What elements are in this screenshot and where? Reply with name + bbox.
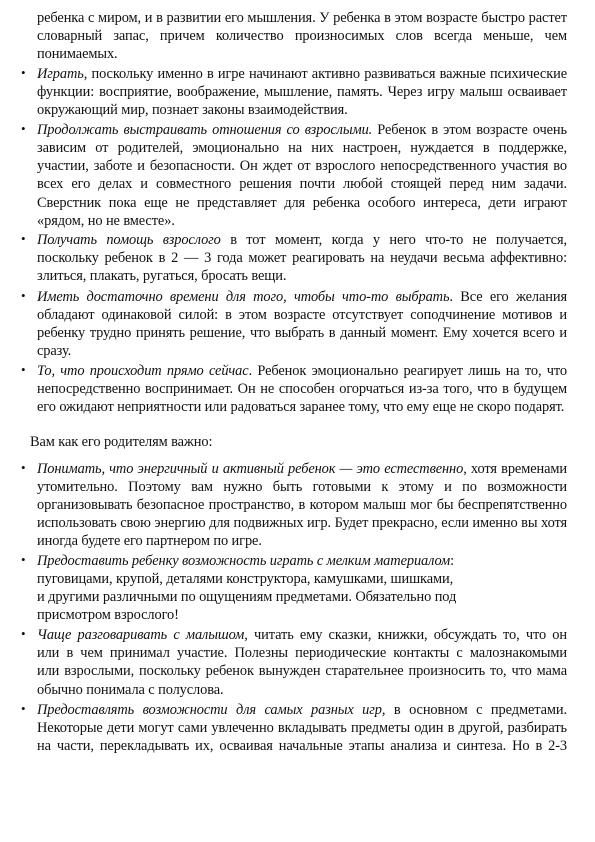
text-line xyxy=(37,363,567,379)
text-line xyxy=(37,589,456,605)
text-line xyxy=(37,343,71,359)
text-line xyxy=(37,515,567,531)
emphasis-text: Предоставить ребенку возможность играть с мелким материалом xyxy=(37,553,451,569)
text-line xyxy=(37,102,348,118)
body-text: его ожидают неприятности или радоваться заранее тому, что ему еще не скоро подарят. xyxy=(37,399,565,415)
text-line xyxy=(37,627,567,643)
body-text: обладают одинаковой силой: в этом возрасте отсутствует соподчинение мотивов и xyxy=(37,307,567,323)
body-text: , хотя временами xyxy=(463,461,567,477)
body-text: участии, заботе и безопасности. Он ждет от взрослого непосредственного участия во xyxy=(37,158,567,174)
body-text: ребенку трудно принять решение, что выбрать в данный момент. Ему хочется всего и xyxy=(37,325,567,341)
body-text: или взрослыми, поскольку ребенок вынужден старательнее произносить то, что мама xyxy=(37,663,567,679)
text-line xyxy=(37,289,567,305)
body-text: окружающий мир, познает законы взаимодействия. xyxy=(37,102,348,118)
body-text: Ребенок в этом возрасте очень xyxy=(372,122,567,138)
body-text: читать ему сказки, книжки, обсуждать то, что он xyxy=(254,627,567,643)
emphasis-text: Понимать, что энергичный и активный ребенок — это естественно xyxy=(37,461,464,477)
text-line xyxy=(37,140,567,156)
body-text: организовывать безопасное пространство, в котором малыш мог бы беспрепятственно xyxy=(37,497,567,513)
body-text: или в чем принимал участие. Полезны периодические контакты с малознакомыми xyxy=(37,645,567,661)
text-line xyxy=(37,325,567,341)
body-text: : xyxy=(450,553,455,569)
body-text: иногда будете его партнером по игре. xyxy=(37,533,262,549)
body-text: на части, перекладывать их, осваивая начальные этапы анализа и синтеза. Но в 2-3 xyxy=(37,738,567,754)
text-line xyxy=(37,158,567,174)
text-line xyxy=(37,663,567,679)
bullet-icon: • xyxy=(21,552,26,567)
text-line xyxy=(37,571,453,587)
bullet-icon: • xyxy=(21,231,26,246)
text-line xyxy=(37,176,567,192)
emphasis-text: Иметь достаточно времени для того, чтобы что-то выбрать xyxy=(37,289,450,305)
bullet-icon: • xyxy=(21,626,26,641)
text-line xyxy=(37,682,224,698)
text-line xyxy=(37,46,118,62)
emphasis-text: Продолжать выстраивать отношения со взрослыми. xyxy=(37,122,373,138)
text-line xyxy=(37,250,567,266)
body-text: сразу. xyxy=(37,343,72,359)
text-line xyxy=(30,434,212,450)
text-line xyxy=(37,399,564,415)
text-line xyxy=(37,720,567,736)
text-line xyxy=(37,381,567,397)
body-text: Сверстник пока еще не представляет для ребенка особого интереса, дети играют xyxy=(37,195,567,211)
body-text: поскольку именно в игре начинают активно развиваться важные психические xyxy=(87,66,567,82)
bullet-icon: • xyxy=(21,701,26,716)
body-text: и другими различными по ощущениям предметами. Обязательно под xyxy=(37,589,457,605)
text-line xyxy=(37,232,567,248)
text-line xyxy=(37,479,567,495)
body-text: словарный запас, причем количество произносимых слов всегда меньше, чем xyxy=(37,28,567,44)
emphasis-text: Получать помощь взрослого xyxy=(37,232,221,248)
bullet-icon: • xyxy=(21,460,26,475)
bullet-icon: • xyxy=(21,121,26,136)
body-text: Вам как его родителям важно: xyxy=(30,434,213,450)
text-line xyxy=(37,28,567,44)
body-text: , в основном с предметами. xyxy=(381,702,567,718)
text-line xyxy=(37,645,567,661)
bullet-icon: • xyxy=(21,362,26,377)
emphasis-text: То, что происходит прямо сейчас xyxy=(37,363,249,379)
text-line xyxy=(37,533,262,549)
body-text: утомительно. Поэтому вам нужно быть готовыми к этому и по возможности xyxy=(37,479,567,495)
body-text: присмотром взрослого! xyxy=(37,607,179,623)
emphasis-text: Играть, xyxy=(37,66,88,82)
text-line xyxy=(37,66,567,82)
text-line xyxy=(37,195,567,211)
body-text: зависим от родителей, эмоционально на них настроен, нуждается в поддержке, xyxy=(37,140,567,156)
text-line xyxy=(37,702,567,718)
text-line xyxy=(37,307,567,323)
body-text: поскольку ребенок в 2 — 3 года может реагировать на неудачи весьма аффективно: xyxy=(37,250,567,266)
emphasis-text: Чаще разговаривать с малышом, xyxy=(37,627,248,643)
body-text: ребенка с миром, и в развитии его мышления. У ребенка в этом возрасте быстро растет xyxy=(37,10,567,26)
text-line xyxy=(37,461,567,477)
text-line xyxy=(37,553,454,569)
body-text: «рядом, но не вместе». xyxy=(37,213,175,229)
body-text: Некоторые дети могут сами увлеченно вкладывать предметы один в другой, разбирать xyxy=(37,720,567,736)
emphasis-text: Предоставлять возможности для самых разных игр xyxy=(37,702,382,718)
body-text: непосредственно воспринимает. Он не способен огорчаться из-за того, что в будущем xyxy=(37,381,567,397)
text-line xyxy=(37,497,567,513)
body-text: в тот момент, когда у него что-то не получается, xyxy=(220,232,567,248)
body-text: . Ребенок эмоционально реагирует лишь на то, что xyxy=(248,363,567,379)
body-text: понимаемых. xyxy=(37,46,118,62)
text-line xyxy=(37,84,567,100)
body-text: пуговицами, крупой, деталями конструктора, камушками, шишками, xyxy=(37,571,454,587)
text-line xyxy=(37,607,179,623)
bullet-icon: • xyxy=(21,288,26,303)
body-text: обычно понимала с полуслова. xyxy=(37,682,224,698)
body-text: злиться, плакать, ругаться, бросать вещи. xyxy=(37,268,287,284)
text-line xyxy=(37,213,175,229)
text-line xyxy=(37,738,567,754)
text-line xyxy=(37,10,567,26)
text-line xyxy=(37,122,567,138)
text-line xyxy=(37,268,286,284)
body-text: . Все его желания xyxy=(449,289,567,305)
bullet-icon: • xyxy=(21,65,26,80)
body-text: использовать свою энергию для подвижных игр. Будет прекрасно, если именно вы хотя xyxy=(37,515,567,531)
body-text: функции: восприятие, воображение, мышление, память. Через игру малыш осваивает xyxy=(37,84,567,100)
body-text: всех его делах и совместного решения почти любой стоящей перед ним задачи. xyxy=(37,176,567,192)
